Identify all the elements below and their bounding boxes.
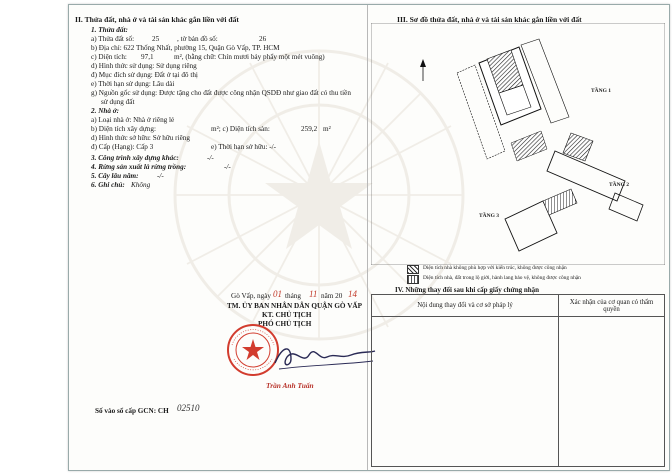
section-3-title: III. Sơ đồ thửa đất, nhà ở và tài sản khác gắn liền với đất — [397, 15, 582, 24]
area-label: c) Diện tích: — [91, 53, 127, 61]
certificate-page — [68, 4, 670, 471]
issue-month: 11 — [309, 289, 318, 299]
planted-forest-label: 4. Rừng sản xuất là rừng trồng: — [91, 163, 187, 171]
usage-origin: g) Nguồn gốc sử dụng: Được tặng cho đất được công nhận QSDĐ như giao đất có thu tiền — [91, 89, 351, 97]
issue-day: 01 — [273, 289, 282, 299]
legend-swatch-nonconforming — [407, 265, 419, 274]
issue-year: 14 — [348, 289, 357, 299]
area-in-words: m², (bằng chữ: Chín mươi bảy phẩy một mét vuông) — [174, 53, 325, 61]
parcel-number-value: 25 — [152, 35, 160, 43]
address-line: b) Địa chỉ: 622 Thống Nhất, phường 15, Quận Gò Vấp, TP. HCM — [91, 44, 280, 52]
floor-area-value: 259,2 — [301, 125, 318, 133]
usage-purpose: đ) Mục đích sử dụng: Đất ở tại đô thị — [91, 71, 198, 79]
usage-origin-cont: sử dụng đất — [101, 98, 135, 106]
changes-table — [371, 294, 665, 467]
ownership-term: e) Thời hạn sở hữu: -/- — [211, 143, 277, 151]
map-sheet-value: 26 — [259, 35, 267, 43]
planted-forest-value: -/- — [224, 163, 231, 171]
changes-empty-cell — [372, 317, 559, 467]
section-4-title: IV. Những thay đổi sau khi cấp giấy chứng nhận — [395, 286, 540, 294]
other-construction-value: -/- — [207, 154, 214, 162]
handwritten-signature — [269, 335, 379, 375]
issue-year-label: năm 20 — [321, 292, 343, 300]
usage-term: e) Thời hạn sử dụng: Lâu dài — [91, 80, 175, 88]
confirmation-empty-cell — [559, 317, 665, 467]
legend-nonconforming-label: Diện tích nhà không phù hợp với kiến trúc, không được công nhận — [423, 265, 567, 271]
authority-name: TM. ỦY BAN NHÂN DÂN QUẬN GÒ VẤP — [227, 302, 362, 310]
land-parcel-heading: 1. Thửa đất: — [91, 26, 128, 34]
floor-area-label: m²; c) Diện tích sàn: — [211, 125, 270, 133]
house-grade: đ) Cấp (Hạng): Cấp 3 — [91, 143, 154, 151]
issue-date-prefix: Gò Vấp, ngày — [231, 292, 271, 300]
column-divider — [367, 5, 368, 470]
area-value: 97,1 — [141, 53, 154, 61]
legend-swatch-right-of-way — [407, 275, 419, 284]
issue-month-label: tháng — [285, 292, 301, 300]
floor-area-unit: m² — [323, 125, 331, 133]
parcel-number-label: a) Thửa đất số: — [91, 35, 135, 43]
perennial-trees-label: 5. Cây lâu năm: — [91, 172, 139, 180]
registry-book-number: 02510 — [177, 403, 200, 413]
house-heading: 2. Nhà ở: — [91, 107, 120, 115]
construction-area-label: b) Diện tích xây dựng: — [91, 125, 156, 133]
legend-right-of-way-label: Diện tích nhà, đất trong lộ giới, hành lang bảo vệ, không được công nhận — [423, 275, 581, 281]
notes-label: 6. Ghi chú: — [91, 181, 125, 189]
map-sheet-label: , tờ bản đồ số: — [177, 35, 218, 43]
parcel-sketch-map — [371, 23, 665, 265]
other-construction-label: 3. Công trình xây dựng khác: — [91, 154, 179, 162]
floor-2-label: TẦNG 2 — [609, 182, 630, 188]
authority-role: KT. CHỦ TỊCH — [262, 311, 312, 319]
changes-col-confirmation: Xác nhận của cơ quan có thẩm quyền — [559, 295, 665, 317]
changes-col-content: Nội dung thay đổi và cơ sở pháp lý — [372, 295, 559, 317]
floor-3-label: TẦNG 3 — [479, 213, 500, 219]
ownership-form: d) Hình thức sở hữu: Sở hữu riêng — [91, 134, 190, 142]
authority-title: PHÓ CHỦ TỊCH — [258, 320, 312, 328]
perennial-trees-value: -/- — [157, 172, 164, 180]
house-type: a) Loại nhà ở: Nhà ở riêng lẻ — [91, 116, 175, 124]
notes-value: Không — [131, 181, 151, 189]
floor-1-label: TẦNG 1 — [591, 88, 612, 94]
signer-name: Trần Anh Tuấn — [266, 381, 314, 390]
usage-form: d) Hình thức sử dụng: Sử dụng riêng — [91, 62, 197, 70]
section-2-title: II. Thửa đất, nhà ở và tài sản khác gắn liền với đất — [75, 15, 239, 24]
registry-book-label: Số vào sổ cấp GCN: CH — [95, 407, 169, 415]
